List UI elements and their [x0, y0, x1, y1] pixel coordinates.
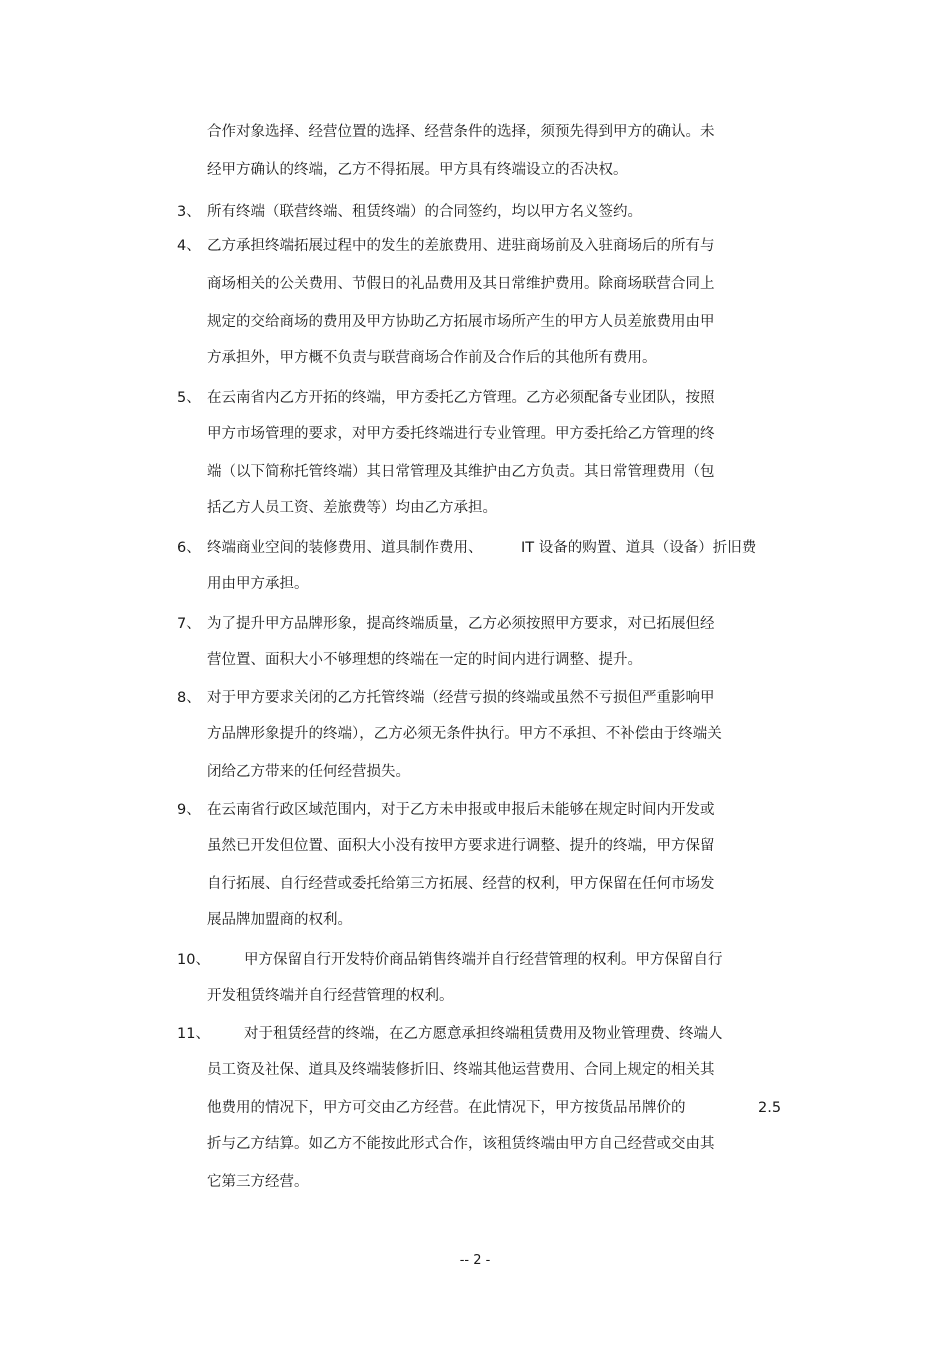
paragraph-line: 合作对象选择、经营位置的选择、经营条件的选择，须预先得到甲方的确认。未	[207, 124, 715, 140]
paragraph-line: 甲方保留自行开发特价商品销售终端并自行经营管理的权利。甲方保留自行	[244, 952, 723, 968]
page-number: -- 2 -	[459, 1253, 491, 1268]
item-number: 8、	[177, 690, 201, 706]
paragraph-line: 折与乙方结算。如乙方不能按此形式合作，该租赁终端由甲方自己经营或交由其	[207, 1136, 715, 1152]
paragraph-line: 他费用的情况下，甲方可交由乙方经营。在此情况下，甲方按货品吊牌价的	[207, 1100, 686, 1116]
paragraph-line: 方品牌形象提升的终端），乙方必须无条件执行。甲方不承担、不补偿由于终端关	[207, 726, 722, 742]
paragraph-line: 终端商业空间的装修费用、道具制作费用、	[207, 540, 483, 556]
paragraph-line: 闭给乙方带来的任何经营损失。	[207, 764, 410, 780]
paragraph-line: 甲方市场管理的要求，对甲方委托终端进行专业管理。甲方委托给乙方管理的终	[207, 426, 715, 442]
paragraph-line: 它第三方经营。	[207, 1174, 309, 1190]
item-number: 11、	[177, 1026, 210, 1042]
paragraph-line: 营位置、面积大小不够理想的终端在一定的时间内进行调整、提升。	[207, 652, 642, 668]
paragraph-line: 在云南省行政区域范围内，对于乙方未申报或申报后未能够在规定时间内开发或	[207, 802, 715, 818]
paragraph-line: 自行拓展、自行经营或委托给第三方拓展、经营的权利，甲方保留在任何市场发	[207, 876, 715, 892]
paragraph-line: 用由甲方承担。	[207, 576, 309, 592]
item-number: 6、	[177, 540, 201, 556]
paragraph-line: 对于甲方要求关闭的乙方托管终端（经营亏损的终端或虽然不亏损但严重影响甲	[207, 690, 715, 706]
paragraph-line-extra: 2.5	[758, 1100, 782, 1116]
paragraph-line: 括乙方人员工资、差旅费等）均由乙方承担。	[207, 500, 497, 516]
paragraph-line: 展品牌加盟商的权利。	[207, 912, 352, 928]
item-number: 3、	[177, 204, 201, 220]
paragraph-line: 虽然已开发但位置、面积大小没有按甲方要求进行调整、提升的终端，甲方保留	[207, 838, 715, 854]
paragraph-line: 员工资及社保、道具及终端装修折旧、终端其他运营费用、合同上规定的相关其	[207, 1062, 715, 1078]
item-number: 9、	[177, 802, 201, 818]
paragraph-line: 所有终端（联营终端、租赁终端）的合同签约，均以甲方名义签约。	[207, 204, 642, 220]
item-number: 7、	[177, 616, 201, 632]
paragraph-line: 端（以下简称托管终端）其日常管理及其维护由乙方负责。其日常管理费用（包	[207, 464, 715, 480]
item-number: 5、	[177, 390, 201, 406]
paragraph-line: 经甲方确认的终端，乙方不得拓展。甲方具有终端设立的否决权。	[207, 162, 628, 178]
paragraph-line: 商场相关的公关费用、节假日的礼品费用及其日常维护费用。除商场联营合同上	[207, 276, 715, 292]
paragraph-line: 乙方承担终端拓展过程中的发生的差旅费用、进驻商场前及入驻商场后的所有与	[207, 238, 715, 254]
paragraph-line-extra: IT 设备的购置、道具（设备）折旧费	[521, 540, 757, 556]
item-number: 10、	[177, 952, 210, 968]
paragraph-line: 在云南省内乙方开拓的终端，甲方委托乙方管理。乙方必须配备专业团队，按照	[207, 390, 715, 406]
item-number: 4、	[177, 238, 201, 254]
paragraph-line: 规定的交给商场的费用及甲方协助乙方拓展市场所产生的甲方人员差旅费用由甲	[207, 314, 715, 330]
paragraph-line: 对于租赁经营的终端，在乙方愿意承担终端租赁费用及物业管理费、终端人	[244, 1026, 723, 1042]
paragraph-line: 为了提升甲方品牌形象，提高终端质量，乙方必须按照甲方要求，对已拓展但经	[207, 616, 715, 632]
paragraph-line: 开发租赁终端并自行经营管理的权利。	[207, 988, 454, 1004]
paragraph-line: 方承担外，甲方概不负责与联营商场合作前及合作后的其他所有费用。	[207, 350, 657, 366]
